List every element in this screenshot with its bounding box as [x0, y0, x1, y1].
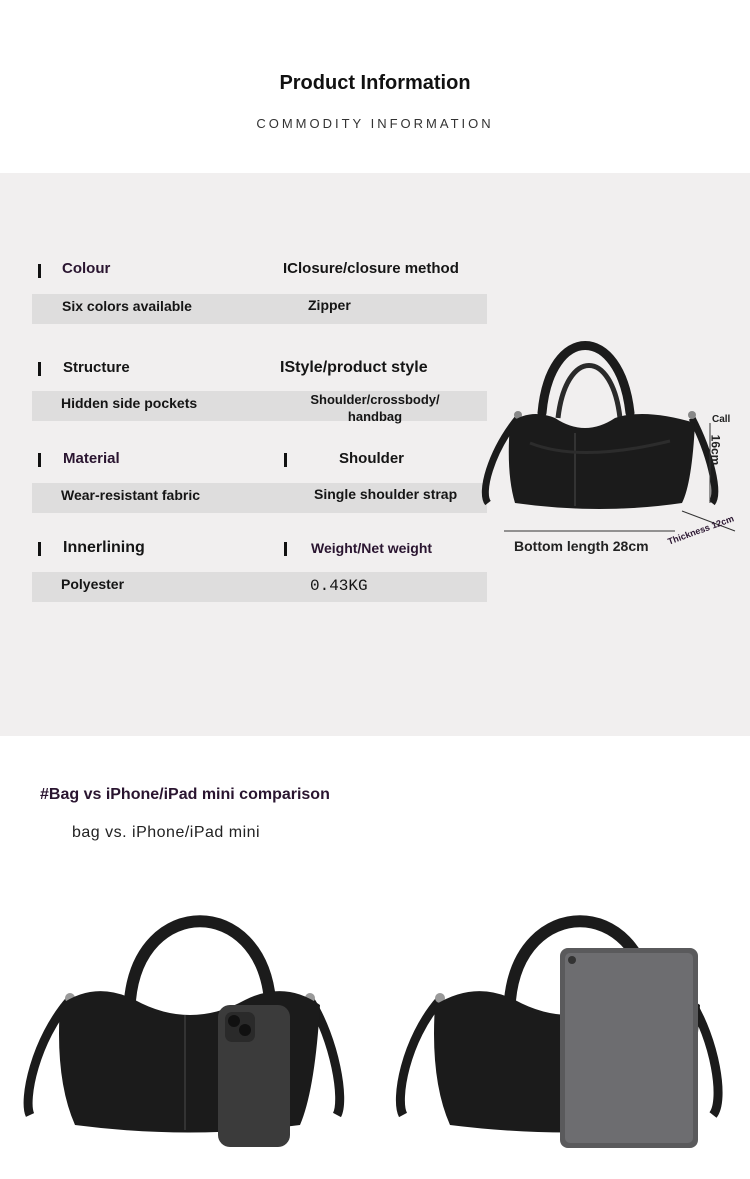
spec-label-closure: IClosure/closure method: [283, 260, 459, 277]
dimension-height: 16cm: [708, 434, 723, 466]
spec-value-colour: Six colors available: [62, 298, 192, 314]
bag-vs-ipad-image: [395, 900, 725, 1155]
spec-value-style-line1: Shoulder/crossbody/: [310, 392, 440, 407]
spec-label-material: Material: [63, 450, 120, 467]
comparison-title: #Bag vs iPhone/iPad mini comparison: [40, 786, 330, 803]
label-bar-icon: [38, 453, 41, 467]
page-title: Product Information: [279, 72, 471, 94]
dimension-thickness: Thickness 12cm: [666, 513, 736, 547]
bag-vs-iphone-image: [15, 900, 345, 1155]
spec-value-shoulder: Single shoulder strap: [314, 486, 458, 502]
spec-value-structure: Hidden side pockets: [61, 395, 198, 411]
spec-label-weight: Weight/Net weight: [311, 540, 433, 556]
dimension-bottom-length: Bottom length 28cm: [514, 538, 649, 554]
page-subtitle: COMMODITY INFORMATION: [256, 116, 494, 131]
bag-dimension-image: [470, 323, 745, 553]
spec-value-closure: Zipper: [308, 297, 351, 313]
spec-value-material: Wear-resistant fabric: [61, 487, 201, 503]
comparison-subtitle: bag vs. iPhone/iPad mini: [72, 824, 261, 841]
spec-label-structure: Structure: [63, 359, 130, 376]
spec-label-shoulder: Shoulder: [339, 450, 405, 467]
label-bar-icon: [38, 542, 41, 556]
label-bar-icon: [284, 453, 287, 467]
spec-label-style: IStyle/product style: [280, 359, 428, 376]
dimension-height-label: Call: [712, 414, 731, 425]
label-bar-icon: [38, 362, 41, 376]
label-bar-icon: [38, 264, 41, 278]
spec-label-innerlining: Innerlining: [63, 539, 145, 556]
spec-label-colour: Colour: [62, 260, 111, 277]
label-bar-icon: [284, 542, 287, 556]
spec-value-weight: 0.43KG: [310, 577, 368, 595]
spec-value-innerlining: Polyester: [61, 576, 125, 592]
spec-panel: [0, 173, 750, 736]
spec-value-style-line2: handbag: [347, 409, 403, 424]
